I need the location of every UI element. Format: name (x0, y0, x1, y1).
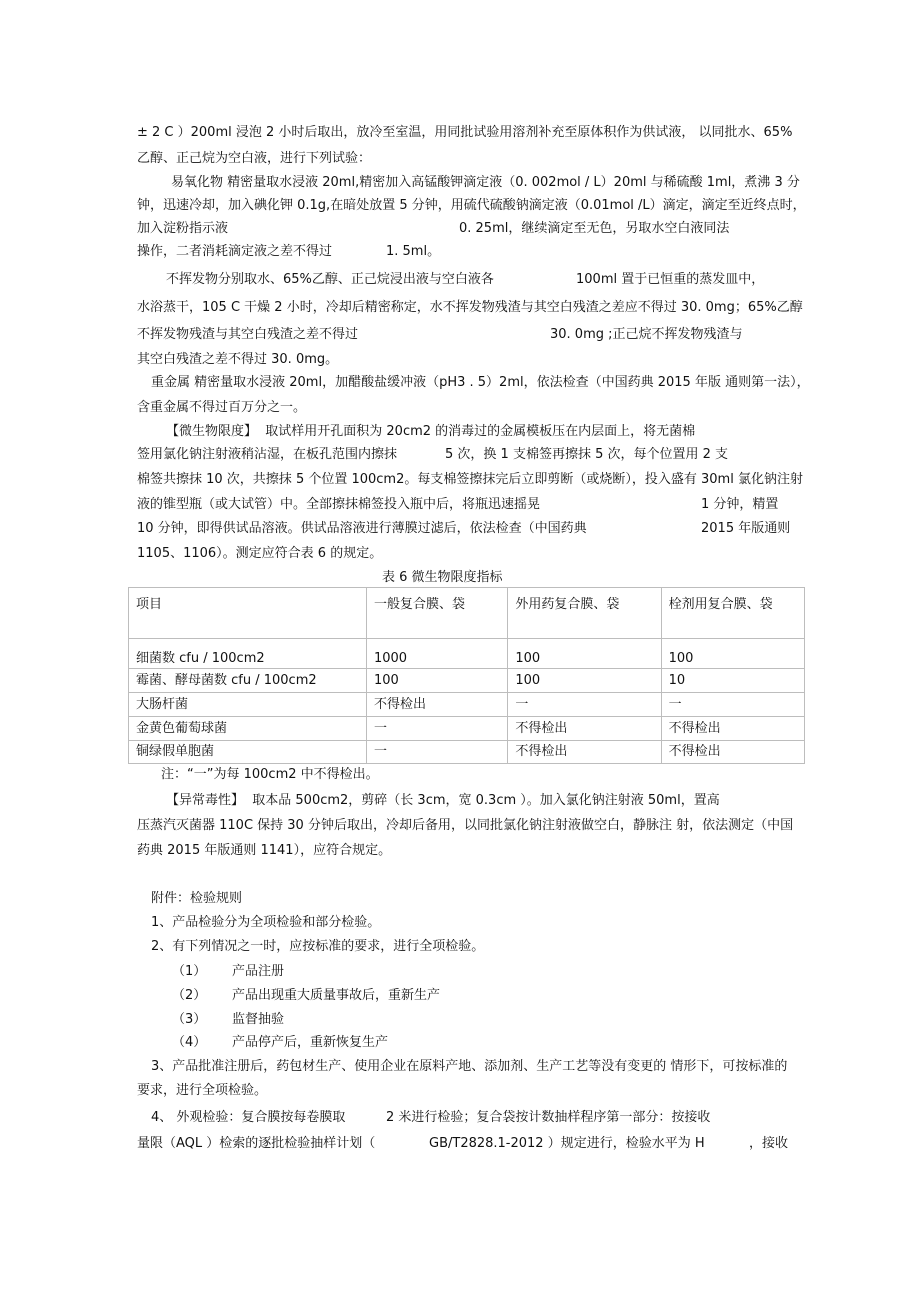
table-cell: 一 (366, 741, 507, 764)
table-row (129, 669, 805, 693)
table-cell: 100 (366, 669, 507, 693)
text-line: ± 2 C ）200ml 浸泡 2 小时后取出，放冷至室温，用同批试验用溶剂补充至原体积作为供试液， 以同批水、65% (137, 125, 793, 140)
text-line: 签用氯化钠注射液稍沾湿，在板孔范围内擦抹 (137, 447, 398, 462)
text-line: 2015 年版通则 (701, 521, 791, 536)
list-item-number: （1） (172, 964, 207, 979)
text-line: 1、产品检验分为全项检验和部分检验。 (151, 915, 381, 930)
text-line: 3、产品批准注册后，药包材生产、使用企业在原料产地、添加剂、生产工艺等没有变更的 情形下，可按标准的 (151, 1059, 788, 1074)
table-row (129, 639, 805, 669)
table-cell: 一 (661, 693, 804, 717)
text-line: 2 米进行检验；复合袋按计数抽样程序第一部分：按接收 (386, 1110, 711, 1125)
table-header-cell: 栓剂用复合膜、袋 (661, 588, 804, 639)
text-line: 水浴蒸干，105 C 干燥 2 小时，冷却后精密称定，水不挥发物残渣与其空白残渣之差应不得过 30. 0mg；65%乙醇 (137, 300, 803, 315)
table-cell: 金黄色葡萄球菌 (129, 717, 367, 741)
microbe-limit-table (128, 587, 805, 764)
text-line: 1 分钟，精置 (701, 497, 779, 512)
table-cell: 100 (508, 669, 661, 693)
text-line: 10 分钟，即得供试品溶液。供试品溶液进行薄膜过滤后，依法检查（中国药典 (137, 521, 587, 536)
table-cell: 霉菌、酵母菌数 cfu / 100cm2 (129, 669, 367, 693)
text-line: 4、 外观检验：复合膜按每卷膜取 (151, 1110, 346, 1125)
text-line: 钟，迅速冷却，加入碘化钾 0.1g,在暗处放置 5 分钟，用硫代硫酸钠滴定液（0.01mol /L）滴定，滴定至近终点时， (137, 198, 806, 213)
table-cell: 大肠杆菌 (129, 693, 367, 717)
text-line: 棉签共擦抹 10 次，共擦抹 5 个位置 100cm2。每支棉签擦抹完后立即剪断（或烧断），投入盛有 30ml 氯化钠注射 (137, 472, 803, 487)
text-line: 易氧化物 精密量取水浸液 20ml,精密加入高锰酸钾滴定液（0. 002mol / L）20ml 与稀硫酸 1ml，煮沸 3 分 (171, 175, 800, 190)
text-line: 0. 25ml，继续滴定至无色，另取水空白液同法 (459, 221, 730, 236)
table-cell: 铜绿假单胞菌 (129, 741, 367, 764)
table-header-cell: 一般复合膜、袋 (366, 588, 507, 639)
text-line: ，接收 (749, 1136, 789, 1151)
table-cell: 一 (366, 717, 507, 741)
text-line: 含重金属不得过百万分之一。 (137, 400, 307, 415)
text-line: 量限（AQL ）检索的逐批检验抽样计划（ (137, 1136, 376, 1151)
text-line: 重金属 精密量取水浸液 20ml，加醋酸盐缓冲液（pH3 . 5）2ml，依法检查（中国药典 2015 年版 通则第一法）， (151, 375, 810, 390)
text-line: 5 次，换 1 支棉签再擦抹 5 次，每个位置用 2 支 (445, 447, 729, 462)
text-line: 【异常毒性】 取本品 500cm2，剪碎（长 3cm，宽 0.3cm ）。加入氯化钠注射液 50ml，置高 (166, 793, 720, 808)
table-row (129, 717, 805, 741)
text-line: 1. 5ml。 (386, 244, 441, 259)
text-line: 1105、1106）。测定应符合表 6 的规定。 (137, 546, 383, 561)
list-item-text: 产品出现重大质量事故后，重新生产 (232, 988, 441, 1003)
text-line: 乙醇、正己烷为空白液，进行下列试验： (137, 151, 372, 166)
text-line: 不挥发物残渣与其空白残渣之差不得过 (137, 327, 359, 342)
list-item-number: （3） (172, 1012, 207, 1027)
table-cell: 不得检出 (508, 717, 661, 741)
list-item-text: 产品停产后，重新恢复生产 (232, 1035, 389, 1050)
table-cell: 10 (661, 669, 804, 693)
text-line: 药典 2015 年版通则 1141），应符合规定。 (137, 843, 392, 858)
list-item-number: （4） (172, 1035, 207, 1050)
text-line: 100ml 置于已恒重的蒸发皿中， (576, 272, 765, 287)
table-header-row (129, 588, 805, 639)
text-line: 不挥发物分别取水、65%乙醇、正己烷浸出液与空白液各 (166, 272, 494, 287)
table-cell: 不得检出 (661, 717, 804, 741)
table-cell: 细菌数 cfu / 100cm2 (129, 639, 367, 669)
section-heading: 附件：检验规则 (151, 891, 243, 906)
table-cell: 1000 (366, 639, 507, 669)
list-item-text: 监督抽验 (232, 1012, 285, 1027)
text-line: 30. 0mg ;正己烷不挥发物残渣与 (550, 327, 743, 342)
table-cell: 不得检出 (661, 741, 804, 764)
text-line: 要求，进行全项检验。 (137, 1083, 268, 1098)
table-row (129, 693, 805, 717)
table-cell: 100 (661, 639, 804, 669)
list-item-number: （2） (172, 988, 207, 1003)
text-line: 操作，二者消耗滴定液之差不得过 (137, 244, 333, 259)
table-cell: 不得检出 (508, 741, 661, 764)
table-cell: 一 (508, 693, 661, 717)
text-line: 加入淀粉指示液 (137, 221, 229, 236)
table-cell: 100 (508, 639, 661, 669)
table-cell: 不得检出 (366, 693, 507, 717)
text-line: 压蒸汽灭菌器 110C 保持 30 分钟后取出，冷却后备用，以同批氯化钠注射液做空白，静脉注 射，依法测定（中国 (137, 818, 794, 833)
table-row (129, 741, 805, 764)
text-line: 【微生物限度】 取试样用开孔面积为 20cm2 的消毒过的金属模板压在内层面上，将无菌棉 (166, 424, 696, 439)
text-line: 液的锥型瓶（或大试管）中。全部擦抹棉签投入瓶中后，将瓶迅速摇晃 (137, 497, 541, 512)
table-caption: 表 6 微生物限度指标 (382, 570, 503, 585)
table-header-cell: 项目 (129, 588, 367, 639)
table-header-cell: 外用药复合膜、袋 (508, 588, 661, 639)
text-line: 其空白残渣之差不得过 30. 0mg。 (137, 352, 339, 367)
text-line: 2、有下列情况之一时，应按标准的要求，进行全项检验。 (151, 939, 485, 954)
text-line: GB/T2828.1-2012 ）规定进行，检验水平为 H (429, 1136, 705, 1151)
table-note: 注：“一”为每 100cm2 中不得检出。 (161, 767, 379, 782)
list-item-text: 产品注册 (232, 964, 285, 979)
